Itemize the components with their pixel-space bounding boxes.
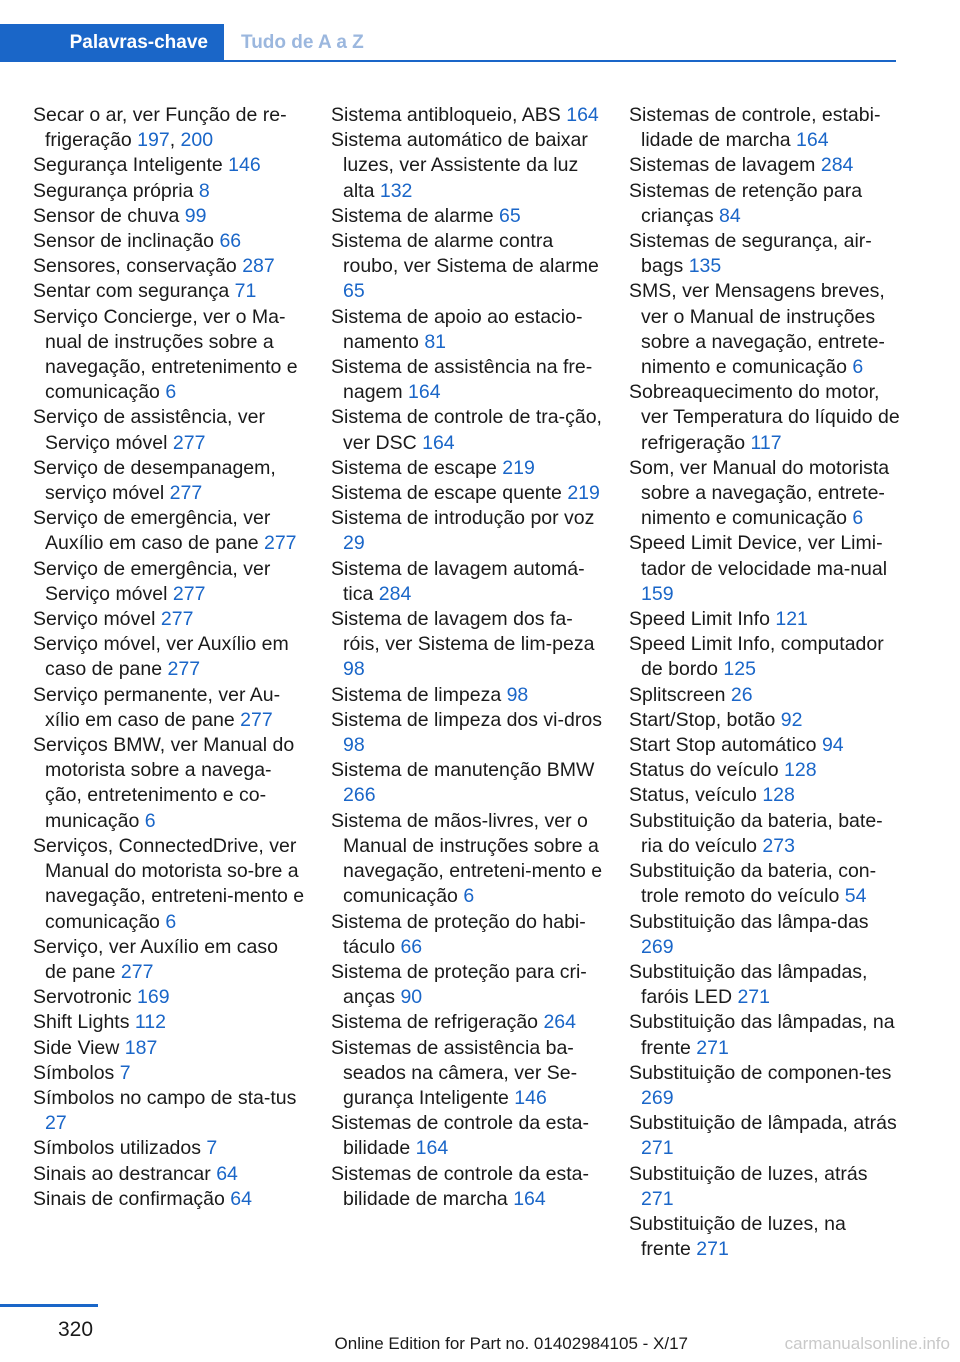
index-entry-term: Shift Lights xyxy=(33,1011,135,1034)
index-entry-term: Sistema de controle de tra-ção, ver DSC xyxy=(331,406,602,454)
page-link[interactable]: 66 xyxy=(400,935,423,958)
index-entry xyxy=(331,607,603,683)
page-link[interactable]: 54 xyxy=(844,885,867,908)
index-entry xyxy=(629,683,901,708)
index-entry-term: Segurança Inteligente xyxy=(33,154,229,177)
index-entry xyxy=(331,708,603,758)
page-link[interactable]: 273 xyxy=(762,834,795,857)
page-link[interactable]: 264 xyxy=(543,1011,576,1034)
index-entry xyxy=(33,1086,305,1136)
index-entry-term: Status, veículo xyxy=(629,784,763,807)
index-entry xyxy=(629,153,901,178)
index-entry-term: Sistema de proteção do habi-táculo xyxy=(331,910,586,958)
index-entry-term: Speed Limit Device, ver Limi-tador de velocidade ma-nual xyxy=(629,532,888,580)
index-entry-term: Símbolos utilizados xyxy=(33,1137,207,1160)
index-entry xyxy=(629,758,901,783)
page-link[interactable]: 65 xyxy=(499,204,521,227)
index-entry-term: SMS, ver Mensagens breves, ver o Manual de instruções sobre a navegação, entrete-nimento e comunicação xyxy=(629,280,885,379)
index-entry xyxy=(629,380,901,456)
page-link[interactable]: 98 xyxy=(343,734,365,757)
index-entry-term: Start Stop automático xyxy=(629,734,822,757)
page-header xyxy=(0,0,960,62)
index-entry xyxy=(629,910,901,960)
page-link[interactable]: 284 xyxy=(820,154,854,177)
index-entry-term: Substituição da bateria, con-trole remoto do veículo xyxy=(629,860,877,908)
page-link[interactable]: 64 xyxy=(216,1162,238,1185)
page-link[interactable]: 284 xyxy=(378,582,412,605)
index-entry-term: Secar o ar, ver Função de re-frigeração xyxy=(33,104,287,152)
index-entry xyxy=(33,935,305,985)
tab-palavras-chave-label: Palavras-chave xyxy=(69,32,208,53)
index-entry xyxy=(331,758,603,808)
page-link[interactable]: 6 xyxy=(463,885,475,908)
page-link[interactable]: 269 xyxy=(641,1086,674,1109)
page-link[interactable]: 7 xyxy=(206,1137,218,1160)
page-link[interactable]: 277 xyxy=(120,960,154,983)
index-column-3 xyxy=(629,103,901,1262)
page-link[interactable]: 277 xyxy=(169,482,203,505)
index-entry xyxy=(629,179,901,229)
index-entry xyxy=(331,103,603,128)
index-entry xyxy=(331,456,603,481)
index-entry-term: Som, ver Manual do motorista sobre a navegação, entrete-nimento e comunicação xyxy=(629,456,890,530)
page-link[interactable]: 64 xyxy=(230,1187,252,1210)
page-link[interactable]: 6 xyxy=(165,910,177,933)
index-entry-term: Sistemas de lavagem xyxy=(629,154,821,177)
page-link[interactable]: 164 xyxy=(415,1137,449,1160)
index-entry xyxy=(331,305,603,355)
index-entry-term: Side View xyxy=(33,1036,125,1059)
index-entry xyxy=(33,305,305,406)
index-entry-term: Sistemas de segurança, air-bags xyxy=(629,230,872,278)
index-entry xyxy=(331,557,603,607)
index-entry-term: Sistema de escape xyxy=(331,456,503,479)
page-link[interactable]: 6 xyxy=(144,809,156,832)
page-link[interactable]: 65 xyxy=(343,280,365,303)
page-separator: , xyxy=(169,129,181,152)
index-entry-term: Sistemas de retenção para crianças xyxy=(629,179,863,227)
edition-text: Online Edition for Part no. 01402984105 - X/17 xyxy=(334,1334,688,1353)
page-link[interactable]: 159 xyxy=(641,582,674,605)
index-column-2 xyxy=(331,103,603,1212)
index-entry xyxy=(629,531,901,607)
index-entry-term: Sistemas de controle, estabi-lidade de marcha xyxy=(629,104,881,152)
index-entry xyxy=(33,456,305,506)
index-entry xyxy=(331,910,603,960)
page-link[interactable]: 197 xyxy=(137,129,170,152)
index-entry xyxy=(629,103,901,153)
index-entry-term: Sistema de manutenção BMW xyxy=(331,759,595,782)
index-entry-term: Sistema de refrigeração xyxy=(331,1011,544,1034)
page-link[interactable]: 132 xyxy=(379,179,413,202)
index-entry xyxy=(33,1036,305,1061)
index-entry-term: Serviço móvel, ver Auxílio em caso de pane xyxy=(33,633,289,681)
index-entry xyxy=(33,179,305,204)
page-link[interactable]: 271 xyxy=(641,1137,674,1160)
index-entry-term: Sinais de confirmação xyxy=(33,1187,231,1210)
page-link[interactable]: 92 xyxy=(780,708,803,731)
index-entry-term: Substituição das lâmpadas, faróis LED xyxy=(629,960,868,1009)
index-entry xyxy=(33,632,305,682)
index-entry-term: Sistema de lavagem automá-tica xyxy=(331,557,585,605)
index-entry xyxy=(331,355,603,405)
index-entry-term: Serviço de desempanagem, serviço móvel xyxy=(33,456,276,505)
page-link[interactable]: 128 xyxy=(762,784,795,807)
index-entry-term: Serviço de emergência, ver Serviço móvel xyxy=(33,557,271,605)
page-link[interactable]: 277 xyxy=(172,431,206,454)
page-link[interactable]: 117 xyxy=(750,431,782,454)
index-entry-term: Sistemas de assistência ba-seados na câmera, ver Se-gurança Inteligente xyxy=(331,1036,578,1109)
index-entry xyxy=(629,783,901,808)
page-link[interactable]: 94 xyxy=(821,734,844,757)
index-entry-term: Substituição de lâmpada, atrás xyxy=(629,1112,897,1135)
page-link[interactable]: 219 xyxy=(567,482,600,505)
page-link[interactable]: 271 xyxy=(641,1187,674,1210)
page-link[interactable]: 84 xyxy=(719,204,741,227)
index-entry xyxy=(629,229,901,279)
index-entry-term: Sistema de limpeza xyxy=(331,683,507,706)
index-entry xyxy=(33,506,305,556)
index-entry xyxy=(629,1212,901,1262)
index-entry xyxy=(629,632,901,682)
page-link[interactable]: 6 xyxy=(852,356,864,379)
page-link[interactable]: 98 xyxy=(506,683,529,706)
index-entry-term: Serviço Concierge, ver o Ma-nual de instruções sobre a navegação, entretenimento e comunicação xyxy=(33,305,298,404)
page-link[interactable]: 90 xyxy=(400,986,423,1009)
index-entry xyxy=(33,103,305,153)
index-entry xyxy=(331,1036,603,1112)
page-link[interactable]: 7 xyxy=(119,1061,131,1084)
page-link[interactable]: 135 xyxy=(688,255,722,278)
index-entry-term: Substituição da bateria, bate-ria do veículo xyxy=(629,809,883,857)
watermark-text: carmanualsonline.info xyxy=(784,1334,950,1353)
page-link[interactable]: 66 xyxy=(219,230,242,253)
page-link[interactable]: 164 xyxy=(513,1187,546,1210)
index-columns xyxy=(0,103,960,1273)
index-entry xyxy=(629,279,901,380)
index-entry xyxy=(33,1187,305,1212)
index-entry-term: Serviço de assistência, ver Serviço móvel xyxy=(33,406,265,454)
index-entry xyxy=(331,506,603,556)
index-entry-term: Sistema de assistência na fre-nagem xyxy=(331,356,593,404)
page-link[interactable]: 266 xyxy=(343,784,376,807)
page-link[interactable]: 98 xyxy=(343,658,365,681)
index-entry xyxy=(331,683,603,708)
index-entry-term: Substituição de luzes, na frente xyxy=(629,1212,846,1261)
page-link[interactable]: 128 xyxy=(784,759,817,782)
index-entry xyxy=(33,1136,305,1161)
index-entry-term: Sensores, conservação xyxy=(33,255,243,278)
index-entry xyxy=(33,254,305,279)
index-entry xyxy=(331,405,603,455)
index-entry-term: Sistemas de controle da esta-bilidade de marcha xyxy=(331,1162,589,1210)
index-entry-term: Sistema de apoio ao estacio-namento xyxy=(331,305,583,353)
index-entry xyxy=(33,229,305,254)
tab-palavras-chave[interactable] xyxy=(0,24,224,62)
index-entry-term: Sentar com segurança xyxy=(33,280,235,303)
index-entry-term: Substituição de componen-tes xyxy=(629,1061,892,1084)
index-entry xyxy=(331,960,603,1010)
page-link[interactable]: 277 xyxy=(160,608,194,631)
index-entry-term: Sensor de chuva xyxy=(33,204,185,227)
index-entry xyxy=(33,834,305,935)
index-entry xyxy=(331,481,603,506)
tab-tudo-de-a-a-z-label: Tudo de A a Z xyxy=(241,32,364,53)
index-entry-term: Sistema de lavagem dos fa-róis, ver Sistema de lim-peza xyxy=(331,608,595,656)
index-entry-term: Sistema automático de baixar luzes, ver Assistente da luz alta xyxy=(331,129,588,202)
index-entry xyxy=(33,153,305,178)
page-number: 320 xyxy=(58,1318,94,1341)
page-link[interactable]: 121 xyxy=(775,608,808,631)
index-entry-term: Sistema de proteção para cri-anças xyxy=(331,960,587,1009)
index-entry-term: Substituição das lâmpa-das xyxy=(629,910,869,933)
index-entry xyxy=(331,1010,603,1035)
index-entry xyxy=(33,607,305,632)
index-entry xyxy=(331,1162,603,1212)
page-link[interactable]: 169 xyxy=(137,986,170,1009)
index-entry xyxy=(331,229,603,305)
page-link[interactable]: 71 xyxy=(234,280,257,303)
page-link[interactable]: 271 xyxy=(737,986,770,1009)
index-entry xyxy=(629,1010,901,1060)
index-entry xyxy=(33,557,305,607)
index-entry-term: Sistemas de controle da esta-bilidade xyxy=(331,1112,589,1160)
index-entry-term: Serviço móvel xyxy=(33,608,161,631)
page-link[interactable]: 277 xyxy=(263,532,297,555)
page-link[interactable]: 6 xyxy=(165,381,177,404)
index-entry-term: Símbolos no campo de sta-tus xyxy=(33,1086,297,1109)
page-link[interactable]: 187 xyxy=(124,1036,158,1059)
page-link[interactable]: 287 xyxy=(242,255,275,278)
page-link[interactable]: 8 xyxy=(198,179,210,202)
index-entry-term: Start/Stop, botão xyxy=(629,708,781,731)
index-entry-term: Serviços, ConnectedDrive, ver Manual do motorista so-bre a navegação, entreteni-mento e comunicação xyxy=(33,834,305,933)
index-entry xyxy=(33,683,305,733)
page-link[interactable]: 81 xyxy=(424,330,447,353)
index-entry xyxy=(33,985,305,1010)
page-link[interactable]: 164 xyxy=(408,381,441,404)
page-link[interactable]: 29 xyxy=(343,532,365,555)
index-entry-term: Substituição de luzes, atrás xyxy=(629,1162,868,1185)
index-entry xyxy=(331,1111,603,1161)
index-entry xyxy=(33,1061,305,1086)
page-link[interactable]: 269 xyxy=(641,935,674,958)
index-entry xyxy=(629,809,901,859)
index-entry-term: Speed Limit Info xyxy=(629,608,776,631)
page-link[interactable]: 164 xyxy=(422,431,455,454)
index-entry-term: Sobreaquecimento do motor, ver Temperatura do líquido de refrigeração xyxy=(629,381,900,454)
page-link[interactable]: 26 xyxy=(730,683,753,706)
index-entry xyxy=(33,1162,305,1187)
index-entry xyxy=(629,859,901,909)
index-entry-term: Status do veículo xyxy=(629,759,785,782)
page-link[interactable]: 6 xyxy=(852,507,864,530)
index-entry-term: Serviço de emergência, ver Auxílio em caso de pane xyxy=(33,507,271,555)
page-link[interactable]: 164 xyxy=(796,129,829,152)
index-entry xyxy=(33,204,305,229)
page-link[interactable]: 146 xyxy=(514,1086,547,1109)
index-entry-term: Servotronic xyxy=(33,986,138,1009)
index-entry-term: Sensor de inclinação xyxy=(33,230,220,253)
page-link[interactable]: 271 xyxy=(696,1238,729,1261)
index-entry xyxy=(629,708,901,733)
index-entry-term: Sinais ao destrancar xyxy=(33,1162,217,1185)
page-link[interactable]: 164 xyxy=(566,104,599,126)
index-entry xyxy=(629,960,901,1010)
footer-divider xyxy=(0,1304,98,1307)
page-link[interactable]: 27 xyxy=(45,1112,67,1135)
header-divider xyxy=(224,60,896,62)
index-entry xyxy=(629,1162,901,1212)
index-entry-term: Sistema de limpeza dos vi-dros xyxy=(331,708,602,731)
index-entry-term: Splitscreen xyxy=(629,683,731,706)
index-entry-term: Speed Limit Info, computador de bordo xyxy=(629,633,884,681)
index-entry xyxy=(629,733,901,758)
index-entry xyxy=(331,204,603,229)
index-entry-term: Serviços BMW, ver Manual do motorista sobre a navega-ção, entretenimento e co-municação xyxy=(33,734,295,832)
index-entry-term: Símbolos xyxy=(33,1061,120,1084)
index-entry-term: Sistema de introdução por voz xyxy=(331,507,595,530)
index-entry xyxy=(629,1061,901,1111)
index-entry xyxy=(33,1010,305,1035)
index-entry-term: Segurança própria xyxy=(33,179,199,202)
index-entry-term: Sistema antibloqueio, ABS xyxy=(331,104,567,126)
index-entry-term: Sistema de escape quente xyxy=(331,482,568,505)
index-entry-term: Substituição das lâmpadas, na frente xyxy=(629,1011,895,1059)
index-entry-term: Sistema de alarme contra roubo, ver Sistema de alarme xyxy=(331,230,599,278)
page-link[interactable]: 200 xyxy=(180,129,214,152)
index-entry xyxy=(33,733,305,834)
page-link[interactable]: 277 xyxy=(240,708,273,731)
page-link[interactable]: 99 xyxy=(184,204,207,227)
index-entry-term: Serviço, ver Auxílio em caso de pane xyxy=(33,935,278,983)
page-link[interactable]: 125 xyxy=(723,658,756,681)
page-link[interactable]: 146 xyxy=(228,154,261,177)
index-entry xyxy=(33,405,305,455)
page-link[interactable]: 277 xyxy=(167,658,201,681)
page-link[interactable]: 277 xyxy=(172,582,206,605)
index-column-1 xyxy=(33,103,305,1212)
index-entry-term: Sistema de mãos-livres, ver o Manual de instruções sobre a navegação, entreteni-mento e comunicação xyxy=(331,809,603,908)
index-entry-term: Serviço permanente, ver Au-xílio em caso de pane xyxy=(33,683,281,731)
page-link[interactable]: 271 xyxy=(696,1036,729,1059)
index-entry xyxy=(629,456,901,532)
index-entry xyxy=(629,1111,901,1161)
tab-tudo-de-a-a-z[interactable] xyxy=(241,24,364,62)
index-entry xyxy=(331,809,603,910)
index-entry xyxy=(33,279,305,304)
index-entry xyxy=(331,128,603,204)
page-link[interactable]: 219 xyxy=(502,456,535,479)
index-entry-term: Sistema de alarme xyxy=(331,204,499,227)
index-entry xyxy=(629,607,901,632)
page-link[interactable]: 112 xyxy=(134,1011,166,1034)
